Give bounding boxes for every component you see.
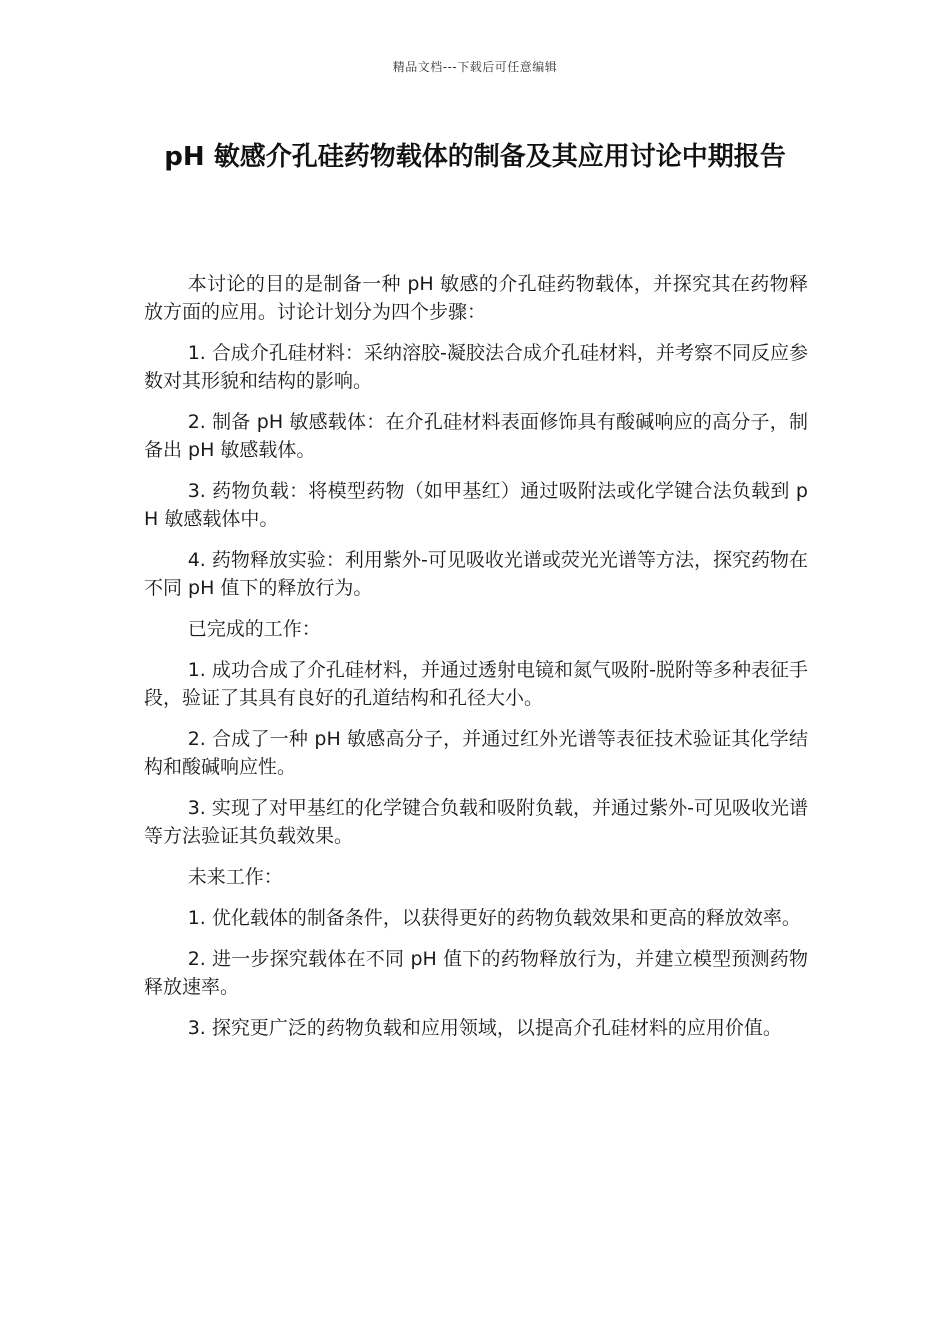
- plan-step-3: 3. 药物负载：将模型药物（如甲基红）通过吸附法或化学键合法负载到 pH 敏感载体中。: [144, 480, 808, 530]
- completed-work-heading: 已完成的工作：: [187, 618, 321, 640]
- future-item-3: 3. 探究更广泛的药物负载和应用领域，以提高介孔硅材料的应用价值。: [187, 1017, 782, 1039]
- completed-item-3: 3. 实现了对甲基红的化学键合负载和吸附负载，并通过紫外-可见吸收光谱等方法验证其负载效果。: [144, 797, 808, 847]
- future-item-1: 1. 优化载体的制备条件，以获得更好的药物负载效果和更高的释放效率。: [187, 907, 801, 929]
- intro-paragraph: 本讨论的目的是制备一种 pH 敏感的介孔硅药物载体，并探究其在药物释放方面的应用。讨论计划分为四个步骤：: [144, 273, 808, 323]
- plan-step-1: 1. 合成介孔硅材料：采纳溶胶-凝胶法合成介孔硅材料，并考察不同反应参数对其形貌和结构的影响。: [144, 342, 808, 392]
- completed-item-1: 1. 成功合成了介孔硅材料，并通过透射电镜和氮气吸附-脱附等多种表征手段，验证了其具有良好的孔道结构和孔径大小。: [144, 659, 808, 709]
- page-header-note: 精品文档---下载后可任意编辑: [392, 60, 558, 74]
- future-work-heading: 未来工作：: [187, 866, 283, 888]
- plan-step-4: 4. 药物释放实验：利用紫外-可见吸收光谱或荧光光谱等方法，探究药物在不同 pH 值下的释放行为。: [144, 549, 808, 599]
- document-body: [144, 270, 808, 1055]
- document-title: pH 敏感介孔硅药物载体的制备及其应用讨论中期报告: [164, 142, 786, 172]
- future-item-2: 2. 进一步探究载体在不同 pH 值下的药物释放行为，并建立模型预测药物释放速率。: [144, 948, 808, 998]
- plan-step-2: 2. 制备 pH 敏感载体：在介孔硅材料表面修饰具有酸碱响应的高分子，制备出 pH 敏感载体。: [144, 411, 808, 461]
- completed-item-2: 2. 合成了一种 pH 敏感高分子，并通过红外光谱等表征技术验证其化学结构和酸碱响应性。: [144, 728, 808, 778]
